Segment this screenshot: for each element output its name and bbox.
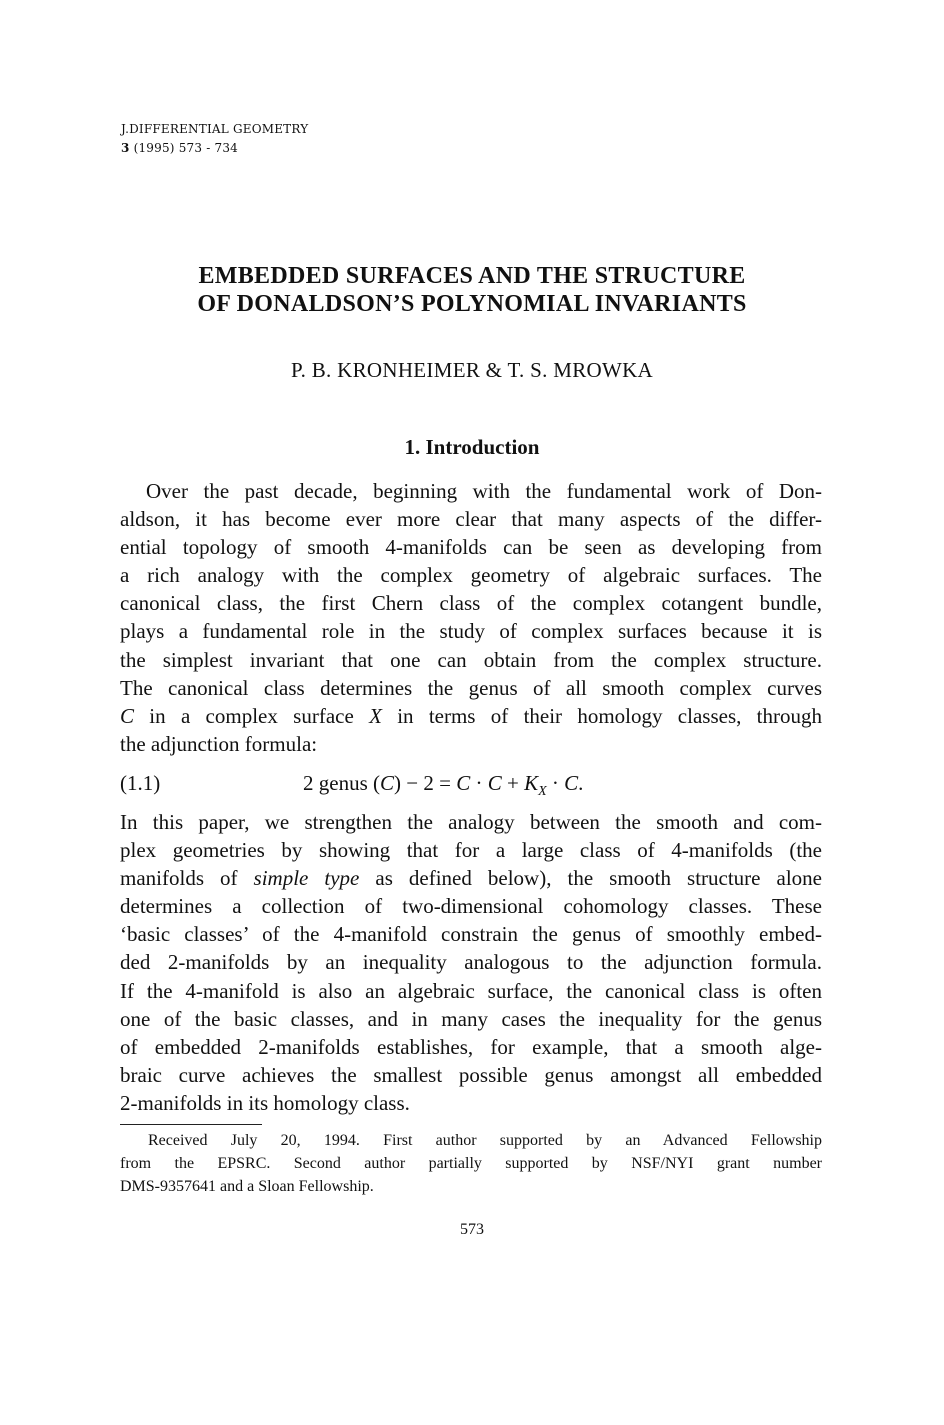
math-var: C xyxy=(120,703,135,728)
text-line: plays a fundamental role in the study of complex surfaces because it is xyxy=(120,619,822,644)
math-var: X xyxy=(369,703,382,728)
paragraph-main xyxy=(120,808,822,1117)
text-line: canonical class, the first Chern class of the complex cotangent bundle, xyxy=(120,591,822,616)
authors: P. B. KRONHEIMER & T. S. MROWKA xyxy=(290,358,654,382)
equation: 2 genus $(C) - 2 = C \cdot C + K_X \cdot C$. xyxy=(303,771,584,800)
text-line: In this paper, we strengthen the analogy between the smooth and com- xyxy=(120,810,822,834)
section-heading: 1. Introduction xyxy=(404,435,540,459)
text-line: of embedded 2-manifolds establishes, for example, that a smooth alge- xyxy=(120,1034,822,1059)
footnote-line: Received July 20, 1994. First author supported by an Advanced Fellowship xyxy=(148,1132,822,1149)
paragraph-intro xyxy=(120,477,822,758)
equation-number: (1.1) xyxy=(120,771,161,795)
text-line: aldson, it has become ever more clear that many aspects of the differ- xyxy=(120,507,822,532)
text-line: Over the past decade, beginning with the fundamental work of Don- xyxy=(146,479,822,503)
issue-pages: (1995) 573 - 734 xyxy=(129,141,238,155)
text-line: one of the basic classes, and in many cases the inequality for the genus xyxy=(120,1006,822,1031)
footnote-line: DMS-9357641 and a Sloan Fellowship. xyxy=(120,1178,374,1195)
text-line: ‘basic classes’ of the 4-manifold constrain the genus of smoothly embed- xyxy=(120,922,822,947)
journal-name: J.DIFFERENTIAL GEOMETRY xyxy=(121,122,309,136)
text-line: If the 4-manifold is also an algebraic surface, the canonical class is often xyxy=(120,978,822,1003)
text-line: C in a complex surface X in terms of their homology classes, through xyxy=(120,703,822,728)
text-line: plex geometries by showing that for a large class of 4-manifolds (the xyxy=(120,838,822,863)
text-line: ential topology of smooth 4-manifolds can be seen as developing from xyxy=(120,535,822,560)
text-line: determines a collection of two-dimensional cohomology classes. These xyxy=(120,894,822,919)
text-line: a rich analogy with the complex geometry of algebraic surfaces. The xyxy=(120,563,822,588)
paper-title xyxy=(120,262,824,318)
text-line: the simplest invariant that one can obtain from the complex structure. xyxy=(120,647,822,672)
page-number: 573 xyxy=(460,1221,484,1238)
emphasis: simple type xyxy=(253,866,360,891)
footnote xyxy=(120,1129,822,1198)
journal-header xyxy=(121,120,308,158)
text-line: 2-manifolds in its homology class. xyxy=(120,1090,410,1115)
volume-number: 3 xyxy=(121,141,130,155)
title-line-1: EMBEDDED SURFACES AND THE STRUCTURE xyxy=(198,263,746,289)
text-line: ded 2-manifolds by an inequality analogous to the adjunction formula. xyxy=(120,950,822,975)
text-line: braic curve achieves the smallest possible genus amongst all embedded xyxy=(120,1062,822,1087)
footnote-line: from the EPSRC. Second author partially supported by NSF/NYI grant number xyxy=(120,1155,822,1172)
footnote-rule xyxy=(120,1124,262,1125)
title-line-2: OF DONALDSON’S POLYNOMIAL INVARIANTS xyxy=(197,291,747,317)
text-line: The canonical class determines the genus of all smooth complex curves xyxy=(120,675,822,700)
text-line: manifolds of simple type as defined below), the smooth structure alone xyxy=(120,866,822,891)
text-line: the adjunction formula: xyxy=(120,731,318,756)
volume-line xyxy=(121,139,308,158)
